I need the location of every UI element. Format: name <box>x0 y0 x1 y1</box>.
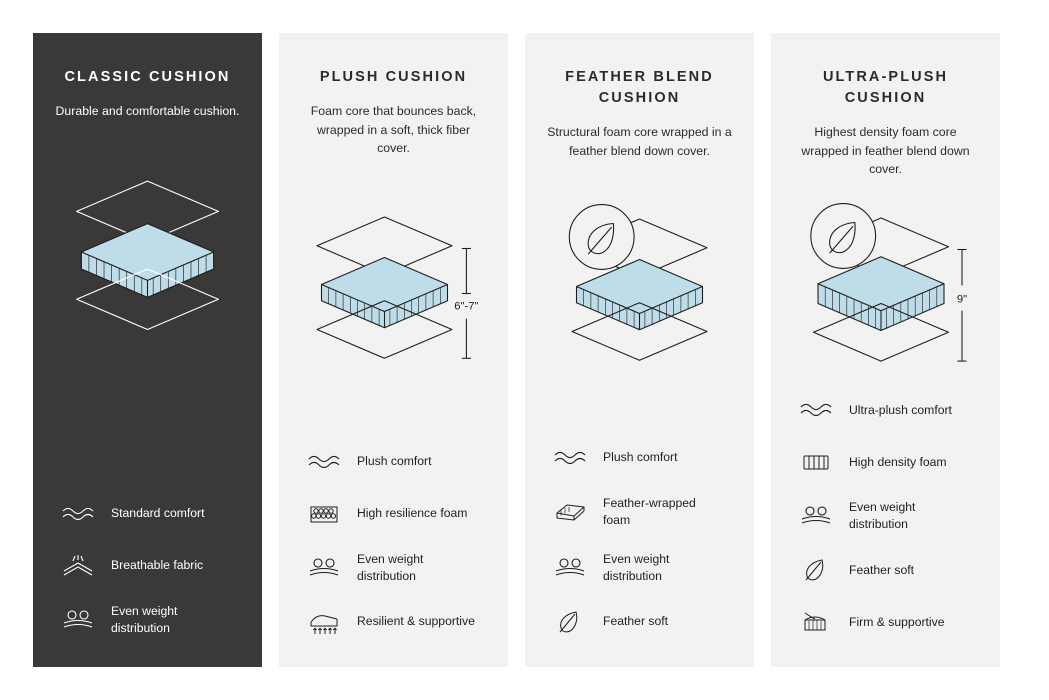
list-item <box>797 447 974 477</box>
list-item <box>797 555 974 585</box>
dimension-label: 6"-7" <box>454 300 479 313</box>
even-weight-icon <box>305 553 343 583</box>
cushion-card-plush <box>279 33 508 667</box>
card-description: Durable and comfortable cushion. <box>55 104 240 119</box>
cushion-exploded-diagram <box>791 185 980 395</box>
list-item <box>305 607 482 637</box>
waves-icon <box>305 447 343 477</box>
feature-label: Even weight distribution <box>603 551 670 583</box>
list-item <box>59 603 236 637</box>
list-item <box>59 551 236 581</box>
firm-support-icon <box>797 607 835 637</box>
cushion-exploded-diagram <box>299 164 488 414</box>
card-description: Foam core that bounces back, wrapped in a soft, thick fiber cover. <box>310 104 477 156</box>
waves-icon <box>797 395 835 425</box>
list-item <box>551 551 728 585</box>
cushion-card-ultra-plush <box>771 33 1000 667</box>
feature-label: Feather soft <box>849 562 915 577</box>
feature-label: Even weight distribution <box>357 551 424 583</box>
list-item <box>305 551 482 585</box>
list-item <box>797 499 974 533</box>
page-title: ULTRA-PLUSH CUSHION <box>822 69 949 107</box>
feature-label: Even weight distribution <box>849 500 916 532</box>
cushion-exploded-diagram <box>53 127 242 377</box>
list-item <box>551 495 728 529</box>
feature-label: Standard comfort <box>111 506 205 521</box>
list-item <box>551 607 728 637</box>
cushion-exploded-diagram <box>545 166 734 416</box>
honeycomb-foam-icon <box>305 499 343 529</box>
page-title: CLASSIC CUSHION <box>64 69 231 85</box>
feature-label: Plush comfort <box>357 454 432 469</box>
resilient-support-icon <box>305 607 343 637</box>
feature-label: High resilience foam <box>357 506 468 521</box>
feature-label: Breathable fabric <box>111 558 204 573</box>
list-item <box>59 499 236 529</box>
cushion-card-classic <box>33 33 262 667</box>
list-item <box>551 443 728 473</box>
list-item <box>305 499 482 529</box>
feature-label: Feather soft <box>603 614 669 629</box>
waves-icon <box>59 499 97 529</box>
page-title: PLUSH CUSHION <box>319 69 468 85</box>
list-item <box>797 395 974 425</box>
feature-label: Plush comfort <box>603 450 678 465</box>
card-description: Highest density foam core wrapped in feather blend down cover. <box>801 125 970 177</box>
breathable-fabric-icon <box>59 551 97 581</box>
feature-list <box>299 447 488 647</box>
cushion-card-feather-blend <box>525 33 754 667</box>
page-title: FEATHER BLEND CUSHION <box>565 69 714 107</box>
waves-icon <box>551 443 589 473</box>
card-description: Structural foam core wrapped in a feather blend down cover. <box>547 125 732 158</box>
feather-wrapped-foam-icon <box>551 497 589 527</box>
even-weight-icon <box>797 501 835 531</box>
feature-label: Firm & supportive <box>849 614 945 629</box>
even-weight-icon <box>551 553 589 583</box>
high-density-foam-icon <box>797 447 835 477</box>
feature-list <box>791 395 980 647</box>
list-item <box>797 607 974 637</box>
dimension-label: 9" <box>956 293 968 306</box>
feature-label: High density foam <box>849 454 947 469</box>
feature-label: Ultra-plush comfort <box>849 402 952 417</box>
feather-icon <box>797 555 835 585</box>
feature-list <box>545 443 734 647</box>
feature-list <box>53 499 242 647</box>
feature-label: Feather-wrapped foam <box>603 495 696 527</box>
list-item <box>305 447 482 477</box>
feather-icon <box>551 607 589 637</box>
even-weight-icon <box>59 605 97 635</box>
feature-label: Even weight distribution <box>111 603 178 635</box>
feature-label: Resilient & supportive <box>357 614 475 629</box>
